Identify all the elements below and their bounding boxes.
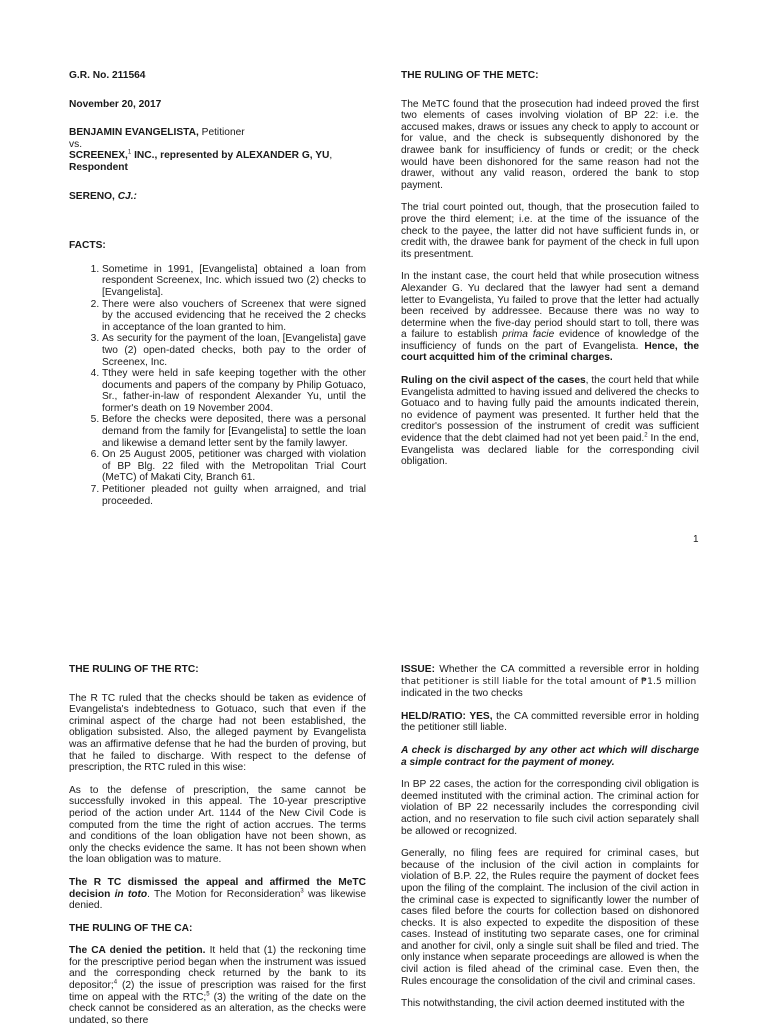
ca-paragraph: [69, 945, 366, 1024]
respondent-representative: INC., represented by ALEXANDER G, YU: [131, 150, 330, 162]
metc-paragraph-4: [401, 375, 699, 468]
list-item: 1. Sometime in 1991, [Evangelista] obtained a loan from respondent Screenex, Inc. which issued two (2) checks to [Evangelista].: [102, 264, 366, 299]
list-item: 7. Petitioner pleaded not guilty when arraigned, and trial proceeded.: [102, 484, 366, 507]
rtc-paragraph-3-text-2: was likewise denied.: [69, 888, 366, 912]
page-2-right-column: [401, 664, 699, 1021]
ratio-paragraph-1: In BP 22 cases, the action for the corresponding civil obligation is deemed instituted with the criminal action. The criminal action for violation of BP 22 necessarily includes the corresponding civil action, and no reservation to file such civil action separately shall be allowed or recognized.: [401, 779, 699, 837]
list-item: 6. On 25 August 2005, petitioner was charged with violation of BP Blg. 22 filed with the Metropolitan Trial Court (MeTC) of Makati City, Branch 61.: [102, 449, 366, 484]
page-2: [0, 656, 768, 1024]
ratio-paragraph-3: This notwithstanding, the civil action deemed instituted with the: [401, 998, 685, 1010]
petitioner-name: BENJAMIN EVANGELISTA,: [69, 127, 199, 139]
metc-paragraph-3-text-2: evidence of knowledge of the insufficiency of funds on the part of Evangelista.: [401, 329, 700, 352]
metc-heading: THE RULING OF THE METC:: [401, 70, 539, 81]
facts-heading: FACTS:: [69, 240, 106, 252]
held-label: HELD/RATIO: YES,: [401, 710, 493, 722]
rtc-paragraph-1: The R TC ruled that the checks should be taken as evidence of Evangelista's indebtedness to Gotuaco, such that even if the criminal aspect of the charge had not been established, the obligation subsisted. Also, the alleged payment by Evangelista was an affirmative defense that he had the burden of proving, but that he failed to discharge. With respect to the defense of prescription, the RTC ruled in this wise:: [69, 692, 366, 774]
issue-text: Whether the CA committed a reversible error in holding: [434, 664, 699, 675]
footnote-ref: 5: [206, 991, 210, 998]
metc-paragraph-1: The MeTC found that the prosecution had indeed proved the first two elements of cases involving violation of BP 22: i.e. the accused makes, draws or issues any check to apply to account or for value, and the check is subsequently dishonored by the drawee bank for insufficiency of funds or credit; or the check would have been dishonored for the same reason had not the drawer, without any valid reason, ordered the bank to stop payment.: [401, 98, 699, 191]
case-number: G.R. No. 211564: [69, 70, 146, 81]
page-1-right-column: [401, 70, 699, 479]
page-1-left-column: [69, 70, 366, 507]
petitioner-role: Petitioner: [198, 127, 245, 139]
versus: vs.: [69, 138, 83, 150]
metc-holding: Hence, the court acquitted him of the criminal charges.: [401, 340, 699, 364]
ca-paragraph-text-3: (3) the writing of the date on the check cannot be considered as an alteration, as the checks were undated, so there: [69, 991, 366, 1024]
held-paragraph: [401, 711, 699, 734]
page-2-left-column: [69, 664, 366, 1024]
respondent-role: Respondent: [69, 161, 128, 173]
ratio-paragraph-2: Generally, no filing fees are required for criminal cases, but because of the inclusion of the civil action in complaints for violation of B.P. 22, the Rules require the payment of docket fees upon the filing of the complaint. The inclusion of the civil action in the criminal case is expected to significantly lower the number of cases filed before the courts for collection based on dishonored checks. It is also expected to expedite the disposition of these cases. Instead of instituting two separate cases, one for criminal and another for civil, only a single suit shall be filed and tried. The only instance when separate proceedings are allowed is when the civil action is filed ahead of the criminal case. Even then, the Rules encourage the consolidation of the civil and criminal cases.: [401, 848, 699, 987]
metc-paragraph-4-text-2: In the end, Evangelista was declared liable for the corresponding civil obligation.: [401, 433, 699, 468]
decision-date: November 20, 2017: [69, 98, 162, 110]
page-number: 1: [693, 534, 699, 545]
ca-holding: The CA denied the petition.: [69, 945, 206, 957]
respondent-line: SCREENEX,$^1$ INC., represented by ALEXANDER G, YU,: [69, 149, 333, 162]
list-item: 4. Tthey were held in safe keeping together with the other documents and papers of the company by Philip Gotuaco, Sr., father-in-law of respondent Alexander Yu, until the former's death on 19 November 2004.: [102, 368, 366, 414]
ca-paragraph-text: It held that (1) the reckoning time for the prescriptive period began when the instrument was issued and the corresponding check returned by the bank to its depositor;: [69, 945, 366, 992]
ponente: [69, 191, 366, 203]
held-text: the CA committed reversible error in holding the petitioner still liable.: [401, 710, 699, 734]
emphasis: prima facie: [502, 329, 555, 341]
metc-paragraph-4-text: , the court held that while Evangelista admitted to having issued and delivered the checks to Gotuaco and to having fully paid the amounts indicated therein, no evidence of payment was presented. It further held that the creditor's possession of the instrument of credit was sufficient evidence that the debt claimed had not yet been paid.: [401, 375, 699, 445]
issue-label: ISSUE:: [401, 664, 435, 675]
issue-text-3: indicated in the two checks: [401, 688, 523, 700]
rtc-paragraph-3-text: . The Motion for Reconsideration: [147, 888, 301, 900]
respondent-name: SCREENEX,: [69, 150, 128, 162]
footnote-ref: 3: [300, 888, 304, 895]
issue-paragraph: [401, 664, 699, 700]
ponente-name: SERENO,: [69, 190, 118, 202]
ca-paragraph-text-2: (2) the issue of prescription was raised for the first time on appeal with the RTC;: [69, 980, 366, 1003]
emphasis: in toto: [114, 888, 148, 900]
civil-aspect-label: Ruling on the civil aspect of the cases: [401, 375, 586, 387]
footnote-ref: 4: [113, 979, 118, 986]
rtc-paragraph-2: As to the defense of prescription, the same cannot be successfully invoked in this appeal. The 10-year prescriptive period of the action under Art. 1144 of the New Civil Code is computed from the time the right of action accrues. The terms and conditions of the loan obligation have not been shown, as only the checks evidence the same. It has not been shown when the loan obligation was to mature.: [69, 784, 366, 866]
rtc-holding: The R TC dismissed the appeal and affirmed the MeTC decision: [69, 876, 366, 900]
page-gap: [0, 560, 768, 656]
issue-text-2: that petitioner is still liable for the total amount of ₱1.5 million: [401, 676, 697, 687]
ca-heading: THE RULING OF THE CA:: [69, 922, 193, 934]
metc-paragraph-2: The trial court pointed out, though, that the prosecution failed to prove the third element; i.e. at the time of the issuance of the check to the payee, the latter did not have sufficient funds in, or credit with, the drawee bank for payment of the check in full upon its presentment.: [401, 202, 699, 260]
metc-paragraph-3-text: In the instant case, the court held that while prosecution witness Alexander G. Yu declared that the lawyer had sent a demand letter to Evangelista, Yu failed to prove that the letter had actually been received by addressee. Because there was no way to determine when the five-day period should start to toll, there was a failure to establish: [401, 271, 699, 341]
rtc-heading: THE RULING OF THE RTC:: [69, 664, 199, 675]
list-item: 2. There were also vouchers of Screenex that were signed by the accused evidencing that he received the 2 checks in acceptance of the loan granted to him.: [102, 299, 366, 334]
list-item: 3. As security for the payment of the loan, [Evangelista] gave two (2) open-dated checks, both pay to the order of Screenex, Inc.: [102, 333, 366, 368]
footnote-ref: 2: [644, 432, 648, 439]
rtc-paragraph-3: [69, 877, 366, 912]
facts-list: [69, 264, 366, 507]
footnote-ref: 1: [127, 149, 132, 156]
metc-paragraph-3: [401, 271, 699, 364]
petitioner-line: [69, 127, 366, 139]
list-item: 5. Before the checks were deposited, there was a personal demand from the family for [Evangelista] to settle the loan and likewise a demand letter sent by the family lawyer.: [102, 414, 366, 449]
ponente-title: CJ.:: [117, 190, 137, 202]
doctrine-statement: A check is discharged by any other act which will discharge a simple contract for the payment of money.: [401, 744, 699, 768]
